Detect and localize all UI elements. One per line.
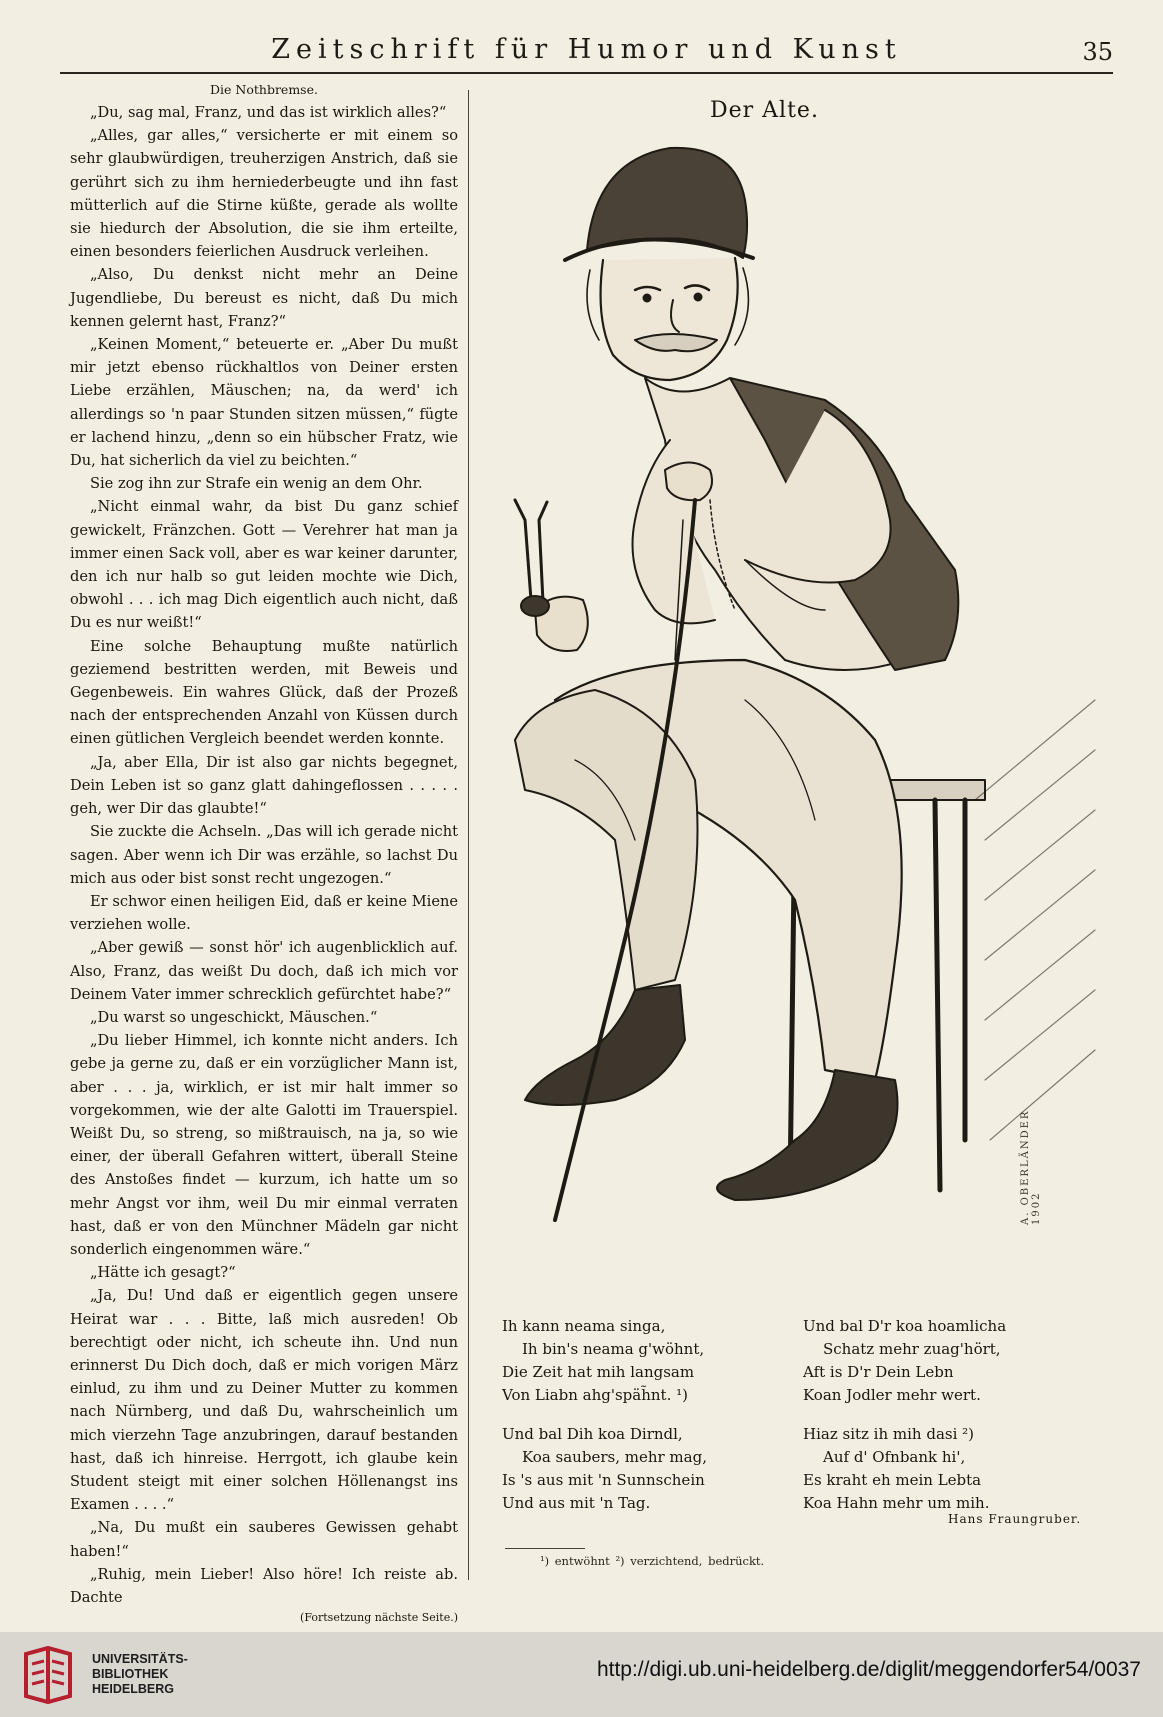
column-divider [468, 90, 469, 1580]
poem-line: Aft is D'r Dein Lebn [803, 1363, 954, 1381]
old-man-illustration [495, 140, 1100, 1260]
footnote-rule [505, 1548, 585, 1549]
library-line: UNIVERSITÄTS- [92, 1652, 188, 1666]
story-paragraph: „Alles, gar alles,“ versicherte er mit einem so sehr glaubwürdigen, treuherzigen Anstrich, daß sie gerührt sich zu ihm herniederbeugte und ihn fast mütterlich auf die Stirne küßte, gerade als wollte sie hiedurch der Absolution, die sie ihm erteilte, einen besonders feierlichen Ausdruck verleihen. [70, 127, 458, 261]
poem-line: Ih bin's neama g'wöhnt, [522, 1340, 705, 1358]
library-logo-icon [18, 1644, 78, 1706]
story-paragraph: „Nicht einmal wahr, da bist Du ganz schief gewickelt, Fränzchen. Gott — Verehrer hat man ja immer einen Sack voll, aber es war keiner darunter, den ich nur halb so gut leiden mochte wie Dich, obwohl . . . ich mag Dich eigentlich auch nicht, daß Du es nur weißt!“ [70, 498, 458, 632]
library-name [92, 1652, 188, 1697]
story-paragraph: Sie zog ihn zur Strafe ein wenig an dem Ohr. [90, 475, 423, 493]
page-header [60, 28, 1113, 74]
poem-line: Und bal Dih koa Dirndl, [502, 1425, 683, 1443]
poem-line: Ih kann neama singa, [502, 1317, 666, 1335]
story-text [70, 101, 458, 1609]
story-paragraph: „Du, sag mal, Franz, und das ist wirklich alles?“ [90, 104, 447, 121]
poem-title: Der Alte. [710, 98, 819, 123]
poem-line: Hiaz sitz ih mih dasi ²) [803, 1425, 975, 1443]
poem-line: Koan Jodler mehr wert. [803, 1386, 981, 1404]
poem-right-column [803, 1315, 1063, 1531]
story-paragraph: „Du warst so ungeschickt, Mäuschen.“ [90, 1008, 378, 1026]
illustration-signature: A. OBERLÄNDER 1902 [1020, 1109, 1042, 1225]
header-rule [60, 72, 1113, 74]
page-number: 35 [1082, 38, 1113, 66]
story-paragraph: „Du lieber Himmel, ich konnte nicht anders. Ich gebe ja gerne zu, daß er ein vorzüglicher Mann ist, aber . . . ja, wirklich, er ist mir halt immer so vorgekommen, wie der alte Galotti im Trauerspiel. Weißt Du, so streng, so mißtrauisch, na ja, so wie einer, der überall Gefahren wittert, überall Steine des Anstoßes findet — kurzum, ich hatte um so mehr Angst vor ihm, weil Du mir einmal verraten hast, daß er von den Münchner Mädeln gar nicht sonderlich eingenommen wäre.“ [70, 1032, 458, 1258]
story-paragraph: „Ruhig, mein Lieber! Also höre! Ich reiste ab. Dachte [70, 1565, 458, 1606]
poem-stanza [502, 1315, 792, 1407]
story-paragraph: Sie zuckte die Achseln. „Das will ich gerade nicht sagen. Aber wenn ich Dir was erzähle, so lachst Du mich aus oder bist sonst recht ungezogen.“ [70, 823, 458, 887]
section-title: Die Nothbremse. [210, 82, 318, 97]
poem-line: Es kraht eh mein Lebta [803, 1471, 982, 1489]
story-paragraph: „Na, Du mußt ein sauberes Gewissen gehabt haben!“ [70, 1519, 458, 1560]
library-line: HEIDELBERG [92, 1682, 174, 1696]
poem-line: Und bal D'r koa hoamlicha [803, 1317, 1007, 1335]
story-paragraph: „Hätte ich gesagt?“ [90, 1264, 236, 1282]
poem-line: Schatz mehr zuag'hört, [823, 1340, 1001, 1358]
continued-note: (Fortsetzung nächste Seite.) [300, 1611, 458, 1625]
source-url[interactable]: http://digi.ub.uni-heidelberg.de/diglit/meggendorfer54/0037 [596, 1658, 1141, 1681]
poem-line: Auf d' Ofnbank hi', [823, 1448, 966, 1466]
story-paragraph: Eine solche Behauptung mußte natürlich geziemend bestritten werden, mit Beweis und Gegenbeweis. Ein wahres Glück, daß der Prozeß nach der entsprechenden Anzahl von Küssen durch einen gütlichen Vergleich beendet werden konnte. [70, 637, 458, 748]
library-footer [0, 1632, 1163, 1717]
poem-line: Koa saubers, mehr mag, [522, 1448, 707, 1466]
poem-line: Von Liabn ahg'späh̃nt. ¹) [502, 1386, 688, 1404]
story-paragraph: Er schwor einen heiligen Eid, daß er keine Miene verziehen wolle. [70, 892, 458, 934]
poem-author: Hans Fraungruber. [948, 1512, 1082, 1526]
poem-line: Koa Hahn mehr um mih. [803, 1494, 990, 1512]
poem-stanza [803, 1315, 1063, 1407]
library-line: BIBLIOTHEK [92, 1667, 169, 1681]
poem-stanza [803, 1423, 1063, 1515]
story-column [70, 80, 458, 1626]
story-paragraph: „Aber gewiß — sonst hör' ich augenblicklich auf. Also, Franz, das weißt Du doch, daß ich mich vor Deinem Vater immer schrecklich gefürchtet habe?“ [70, 939, 458, 1003]
story-paragraph: „Ja, Du! Und daß er eigentlich gegen unsere Heirat war . . . Bitte, laß mich ausreden! Ob berechtigt oder nicht, ich scheute ihn. Und nun erinnerst Du Dich doch, daß er mich vorigen März einlud, zu ihm und zu Deiner Mutter zu kommen nach Nürnberg, und daß Du, wahrscheinlich um mich vierzehn Tage anzubringen, darauf bestanden hast, daß ich hinreise. Herrgott, ich glaube kein Student steigt mit einer solchen Höllenangst ins Examen . . . .“ [70, 1287, 458, 1514]
poem-line: Die Zeit hat mih langsam [502, 1363, 695, 1381]
poem-left-column [502, 1315, 792, 1531]
poem-line: Is 's aus mit 'n Sunnschein [502, 1471, 705, 1489]
story-paragraph: „Also, Du denkst nicht mehr an Deine Jugendliebe, Du bereust es nicht, daß Du mich kennen gelernt hast, Franz?“ [70, 266, 458, 330]
journal-title: Zeitschrift für Humor und Kunst [271, 34, 902, 65]
footnotes: ¹) entwöhnt ²) verzichtend, bedrückt. [540, 1554, 765, 1568]
poem-stanza [502, 1423, 792, 1515]
story-paragraph: „Keinen Moment,“ beteuerte er. „Aber Du mußt mir jetzt ebenso rückhaltlos von Deiner ersten Liebe erzählen, Mäuschen; na, da werd' ich allerdings so 'n paar Stunden sitzen müssen,“ fügte er lachend hinzu, „denn so ein hübscher Fratz, wie Du, hat sicherlich da viel zu beichten.“ [70, 336, 458, 470]
story-paragraph: „Ja, aber Ella, Dir ist also gar nichts begegnet, Dein Leben ist so ganz glatt dahingeflossen . . . . . geh, wer Dir das glaubte!“ [70, 753, 458, 818]
poem-line: Und aus mit 'n Tag. [502, 1494, 651, 1512]
